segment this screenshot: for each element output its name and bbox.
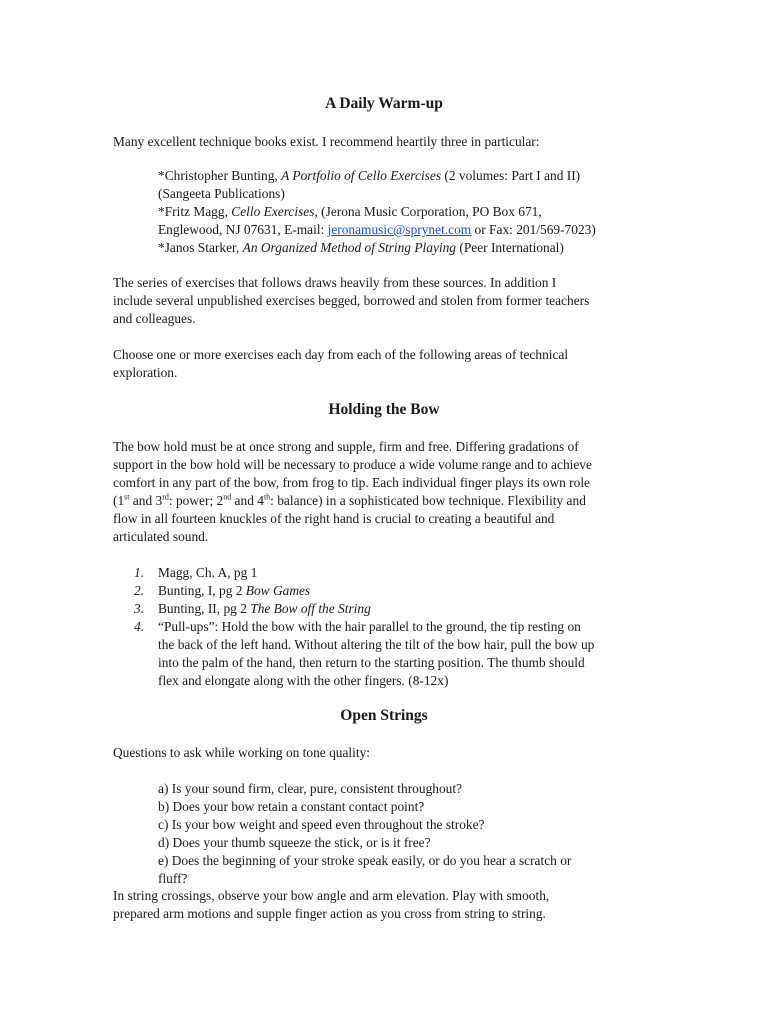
holding-paragraph: The bow hold must be at once strong and supple, firm and free. Differing gradations of support in the bow hold will be necessary to produce a wide volume range and to achieve comfort in any part of the bow, from frog to tip. Each individual finger plays its own role (1st and 3rd: power; 2nd and 4th: balance) in a sophisticated bow technique. Flexibility and flow in all fourteen knuckles of the right hand is crucial to creating a beautiful and articulated sound. <box>113 439 592 544</box>
page-title: A Daily Warm-up <box>325 95 443 112</box>
email-link[interactable]: jeronamusic@sprynet.com <box>327 222 472 237</box>
list-item: 3. Bunting, II, pg 2 The Bow off the String <box>134 601 371 616</box>
bow-exercise-list <box>113 564 673 690</box>
list-item: fluff? <box>158 871 188 886</box>
list-item: d) Does your thumb squeeze the stick, or is it free? <box>158 835 431 850</box>
section-heading-holding-the-bow: Holding the Bow <box>328 401 440 418</box>
section-heading-open-strings: Open Strings <box>340 707 428 724</box>
reference-magg: *Fritz Magg, Cello Exercises, (Jerona Music Corporation, PO Box 671, <box>158 204 542 219</box>
reference-list <box>158 167 678 257</box>
intro-paragraph: Many excellent technique books exist. I recommend heartily three in particular: <box>113 134 540 149</box>
reference-bunting: *Christopher Bunting, A Portfolio of Cello Exercises (2 volumes: Part I and II) <box>158 168 581 183</box>
list-item: a) Is your sound firm, clear, pure, consistent throughout? <box>158 781 463 796</box>
list-item: 2. Bunting, I, pg 2 Bow Games <box>134 583 311 598</box>
list-item: e) Does the beginning of your stroke speak easily, or do you hear a scratch or <box>158 853 572 868</box>
questions-list <box>158 780 678 888</box>
crossings-paragraph: In string crossings, observe your bow angle and arm elevation. Play with smooth, prepared arm motions and supple finger action as you cross from string to string. <box>113 888 550 921</box>
choose-paragraph: Choose one or more exercises each day from each of the following areas of technical exploration. <box>113 347 569 380</box>
list-item: c) Is your bow weight and speed even throughout the stroke? <box>158 817 485 832</box>
starker-work-title: An Organized Method of String Playing <box>242 240 457 255</box>
reference-starker: *Janos Starker, An Organized Method of String Playing (Peer International) <box>158 240 564 255</box>
series-paragraph: The series of exercises that follows draws heavily from these sources. In addition I include several unpublished exercises begged, borrowed and stolen from former teachers and colleagues. <box>113 275 590 326</box>
magg-work-title: Cello Exercises, <box>231 204 318 219</box>
bunting-work-title: A Portfolio of Cello Exercises <box>281 168 442 183</box>
list-item: b) Does your bow retain a constant contact point? <box>158 799 425 814</box>
list-item: 4. “Pull-ups”: Hold the bow with the hair parallel to the ground, the tip resting on the back of the left hand. Without altering the tilt of the bow hair, pull the bow up into the palm of the hand, then return to the starting position. The thumb should flex and elongate along with the other fingers. (8-12x) <box>134 619 595 688</box>
reference-bunting-publisher: (Sangeeta Publications) <box>158 186 285 201</box>
reference-magg-contact: Englewood, NJ 07631, E-mail: jeronamusic@sprynet.com or Fax: 201/569-7023) <box>158 222 596 237</box>
questions-intro: Questions to ask while working on tone quality: <box>113 745 370 760</box>
list-item: 1. Magg, Ch. A, pg 1 <box>134 565 258 580</box>
